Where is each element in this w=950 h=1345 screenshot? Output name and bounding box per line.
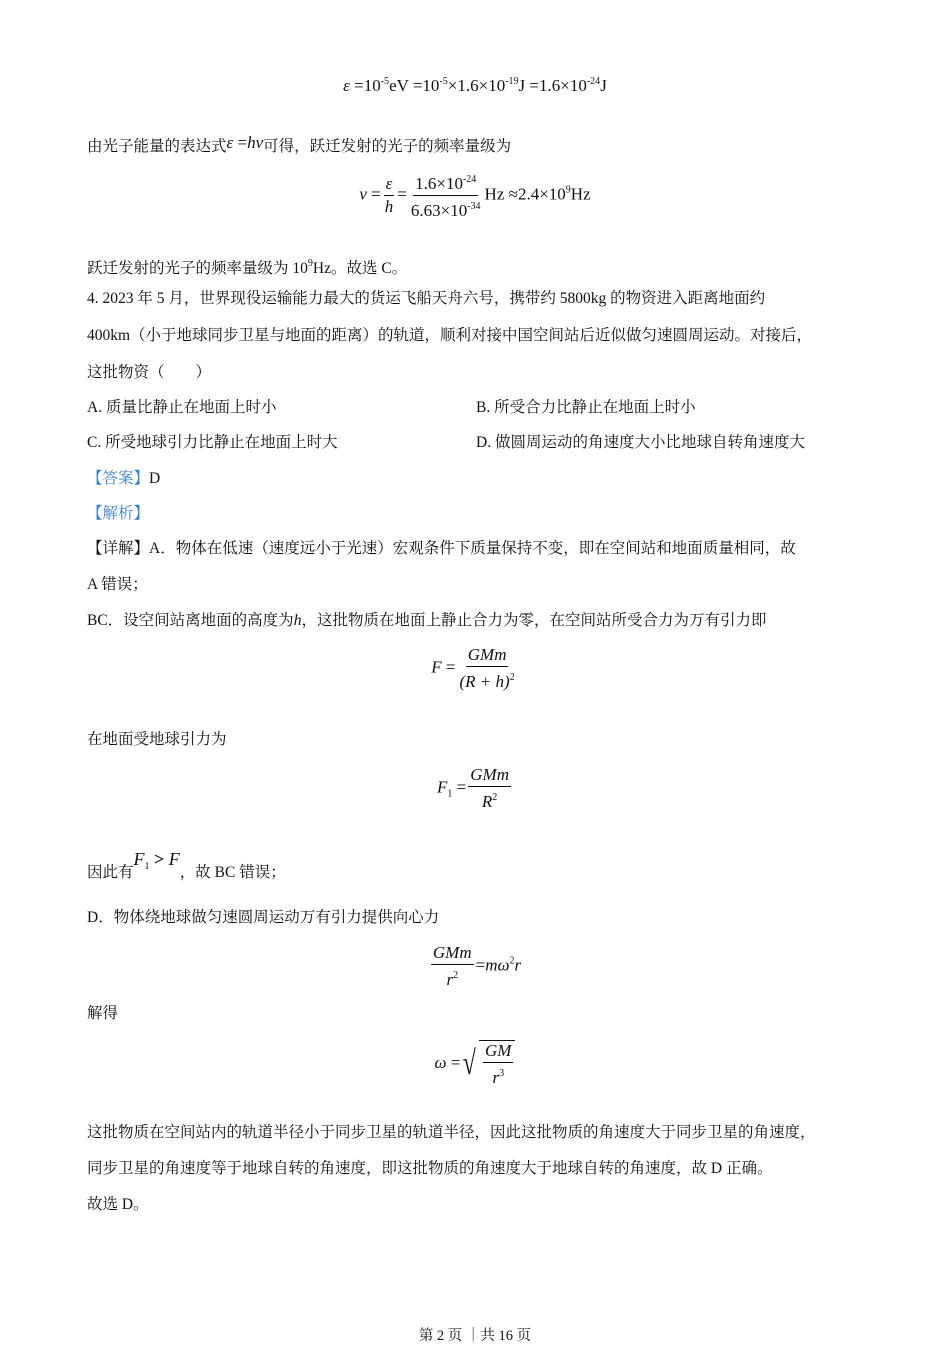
- denominator: h: [384, 197, 394, 216]
- option-a: A. 质量比静止在地面上时小: [87, 399, 277, 416]
- fraction: [458, 645, 517, 692]
- eq-text: ×1.6×10: [447, 76, 506, 95]
- text: BC．设空间站离地面的高度为: [87, 612, 294, 629]
- eq-exp: -19: [505, 76, 519, 87]
- paragraph: A 错误；: [87, 576, 148, 593]
- eq-exp: 2: [453, 970, 459, 981]
- paragraph: 这批物质在空间站内的轨道半径小于同步卫星的轨道半径，因此这批物质的角速度大于同步卫星的角速度，: [87, 1124, 816, 1141]
- eq-text: 6.63×10: [410, 201, 468, 220]
- equation-centripetal: [0, 943, 950, 990]
- eq-text: =: [456, 777, 467, 797]
- eq-text: F: [431, 657, 442, 677]
- eq-exp: 9: [565, 184, 571, 196]
- eq-text: R: [481, 792, 493, 811]
- numerator: [413, 170, 478, 196]
- eq-text: J: [600, 76, 607, 95]
- eq-exp: 2: [509, 672, 515, 683]
- denominator: [444, 965, 460, 990]
- answer-value: D: [149, 470, 161, 487]
- text: h: [293, 612, 302, 629]
- eq-exp: -34: [467, 201, 481, 212]
- option-c: C. 所受地球引力比静止在地面上时大: [87, 434, 338, 451]
- eq-exp: 2: [509, 955, 515, 967]
- eq-text: h: [247, 133, 256, 152]
- eq-sub: 1: [144, 861, 150, 872]
- answer-line: [87, 469, 160, 489]
- eq-text: ν: [255, 133, 264, 152]
- eq-text: J =1.6×10: [518, 76, 587, 95]
- eq-exp: 3: [499, 1068, 505, 1079]
- paragraph: 解得: [87, 1005, 119, 1022]
- eq-text: =: [237, 133, 248, 152]
- eq-text: =: [450, 1052, 461, 1072]
- text: Hz。故选 C。: [312, 260, 408, 277]
- paragraph: [87, 611, 766, 631]
- fraction: [409, 170, 483, 221]
- numerator: ε: [384, 174, 395, 196]
- eq-text: =: [445, 657, 456, 677]
- eq-text: Hz ≈2.4×10: [484, 184, 566, 204]
- eq-exp: -24: [586, 76, 601, 87]
- eq-text: F: [133, 849, 145, 869]
- equation-force: [0, 645, 950, 692]
- eq-text: r: [446, 970, 454, 989]
- paragraph: [87, 254, 407, 279]
- eq-exp: 2: [492, 792, 498, 803]
- denominator: [490, 1063, 506, 1088]
- denominator: [458, 667, 517, 692]
- eq-text: ν: [359, 184, 367, 204]
- equation-frequency: [0, 170, 950, 221]
- question-stem-line: 这批物资（ ）: [87, 364, 212, 381]
- eq-exp: 9: [307, 258, 313, 269]
- eq-sub: 1: [447, 788, 453, 800]
- fraction: [483, 1041, 513, 1088]
- text: ，这批物质在地面上静止合力为零，在空间站所受合力为万有引力即: [301, 612, 767, 629]
- eq-text: ε: [343, 76, 350, 95]
- paragraph: 故选 D。: [87, 1196, 149, 1213]
- option-b: B. 所受合力比静止在地面上时小: [476, 399, 696, 416]
- text: 跃迁发射的光子的频率量级为 10: [87, 260, 308, 277]
- page-footer: 第 2 页 ｜共 16 页: [418, 1328, 532, 1344]
- eq-text: >: [149, 849, 169, 869]
- numerator: GMm: [468, 765, 511, 787]
- eq-exp: -5: [380, 76, 390, 87]
- paragraph: 同步卫星的角速度等于地球自转的角速度，即这批物质的角速度大于地球自转的角速度，故 D 正确。: [87, 1160, 773, 1177]
- numerator: GMm: [431, 943, 474, 965]
- radicand: [479, 1040, 515, 1088]
- eq-text: 1.6×10: [415, 174, 463, 193]
- fraction: [468, 765, 511, 812]
- analysis-tag: 【解析】: [87, 505, 150, 522]
- eq-text: Hz: [570, 184, 591, 204]
- eq-text: eV =10: [389, 76, 440, 95]
- equation-ground-force: [0, 765, 950, 812]
- text: ，故 BC 错误；: [179, 864, 286, 881]
- paragraph: [87, 849, 286, 889]
- eq-text: mω: [485, 955, 510, 975]
- paragraph: D．物体绕地球做匀速圆周运动万有引力提供向心力: [87, 909, 440, 926]
- paragraph: 在地面受地球引力为: [87, 731, 227, 748]
- square-root: [460, 1040, 515, 1088]
- paragraph: 【详解】A．物体在低速（速度远小于光速）宏观条件下质量保持不变，即在空间站和地面质量相同，故: [87, 540, 796, 557]
- fraction: [431, 943, 474, 990]
- eq-text: F: [437, 777, 448, 797]
- text: 因此有: [87, 864, 134, 881]
- eq-text: =10: [354, 76, 381, 95]
- answer-tag: 【答案】: [87, 470, 150, 487]
- paragraph: [87, 133, 512, 157]
- eq-text: =: [397, 184, 407, 204]
- question-stem-line: 400km（小于地球同步卫星与地面的距离）的轨道，顺利对接中国空间站后近似做匀速圆周运动。对接后，: [87, 327, 813, 344]
- eq-exp: -24: [462, 174, 477, 185]
- radical-sign-icon: √: [463, 1045, 477, 1082]
- numerator: GMm: [466, 645, 509, 667]
- question-stem-line: 4. 2023 年 5 月，世界现役运输能力最大的货运飞船天舟六号，携带约 5800kg 的物资进入距离地面约: [87, 290, 766, 307]
- eq-text: ω: [434, 1052, 447, 1072]
- eq-text: (R + h): [459, 672, 510, 691]
- eq-text: =: [475, 955, 486, 975]
- eq-exp: -5: [439, 76, 448, 87]
- fraction: [383, 174, 396, 217]
- eq-text: F: [168, 849, 180, 869]
- text: 由光子能量的表达式: [87, 138, 227, 155]
- text: 可得，跃迁发射的光子的频率量级为: [263, 138, 512, 155]
- eq-text: r: [514, 955, 522, 975]
- eq-text: r: [492, 1068, 500, 1087]
- equation-omega: [0, 1040, 950, 1088]
- denominator: [409, 196, 483, 221]
- equation-energy: [0, 76, 950, 96]
- denominator: [480, 787, 499, 812]
- numerator: GM: [483, 1041, 513, 1063]
- eq-text: ε: [226, 133, 234, 152]
- option-d: D. 做圆周运动的角速度大小比地球自转角速度大: [476, 434, 805, 451]
- eq-text: =: [371, 184, 381, 204]
